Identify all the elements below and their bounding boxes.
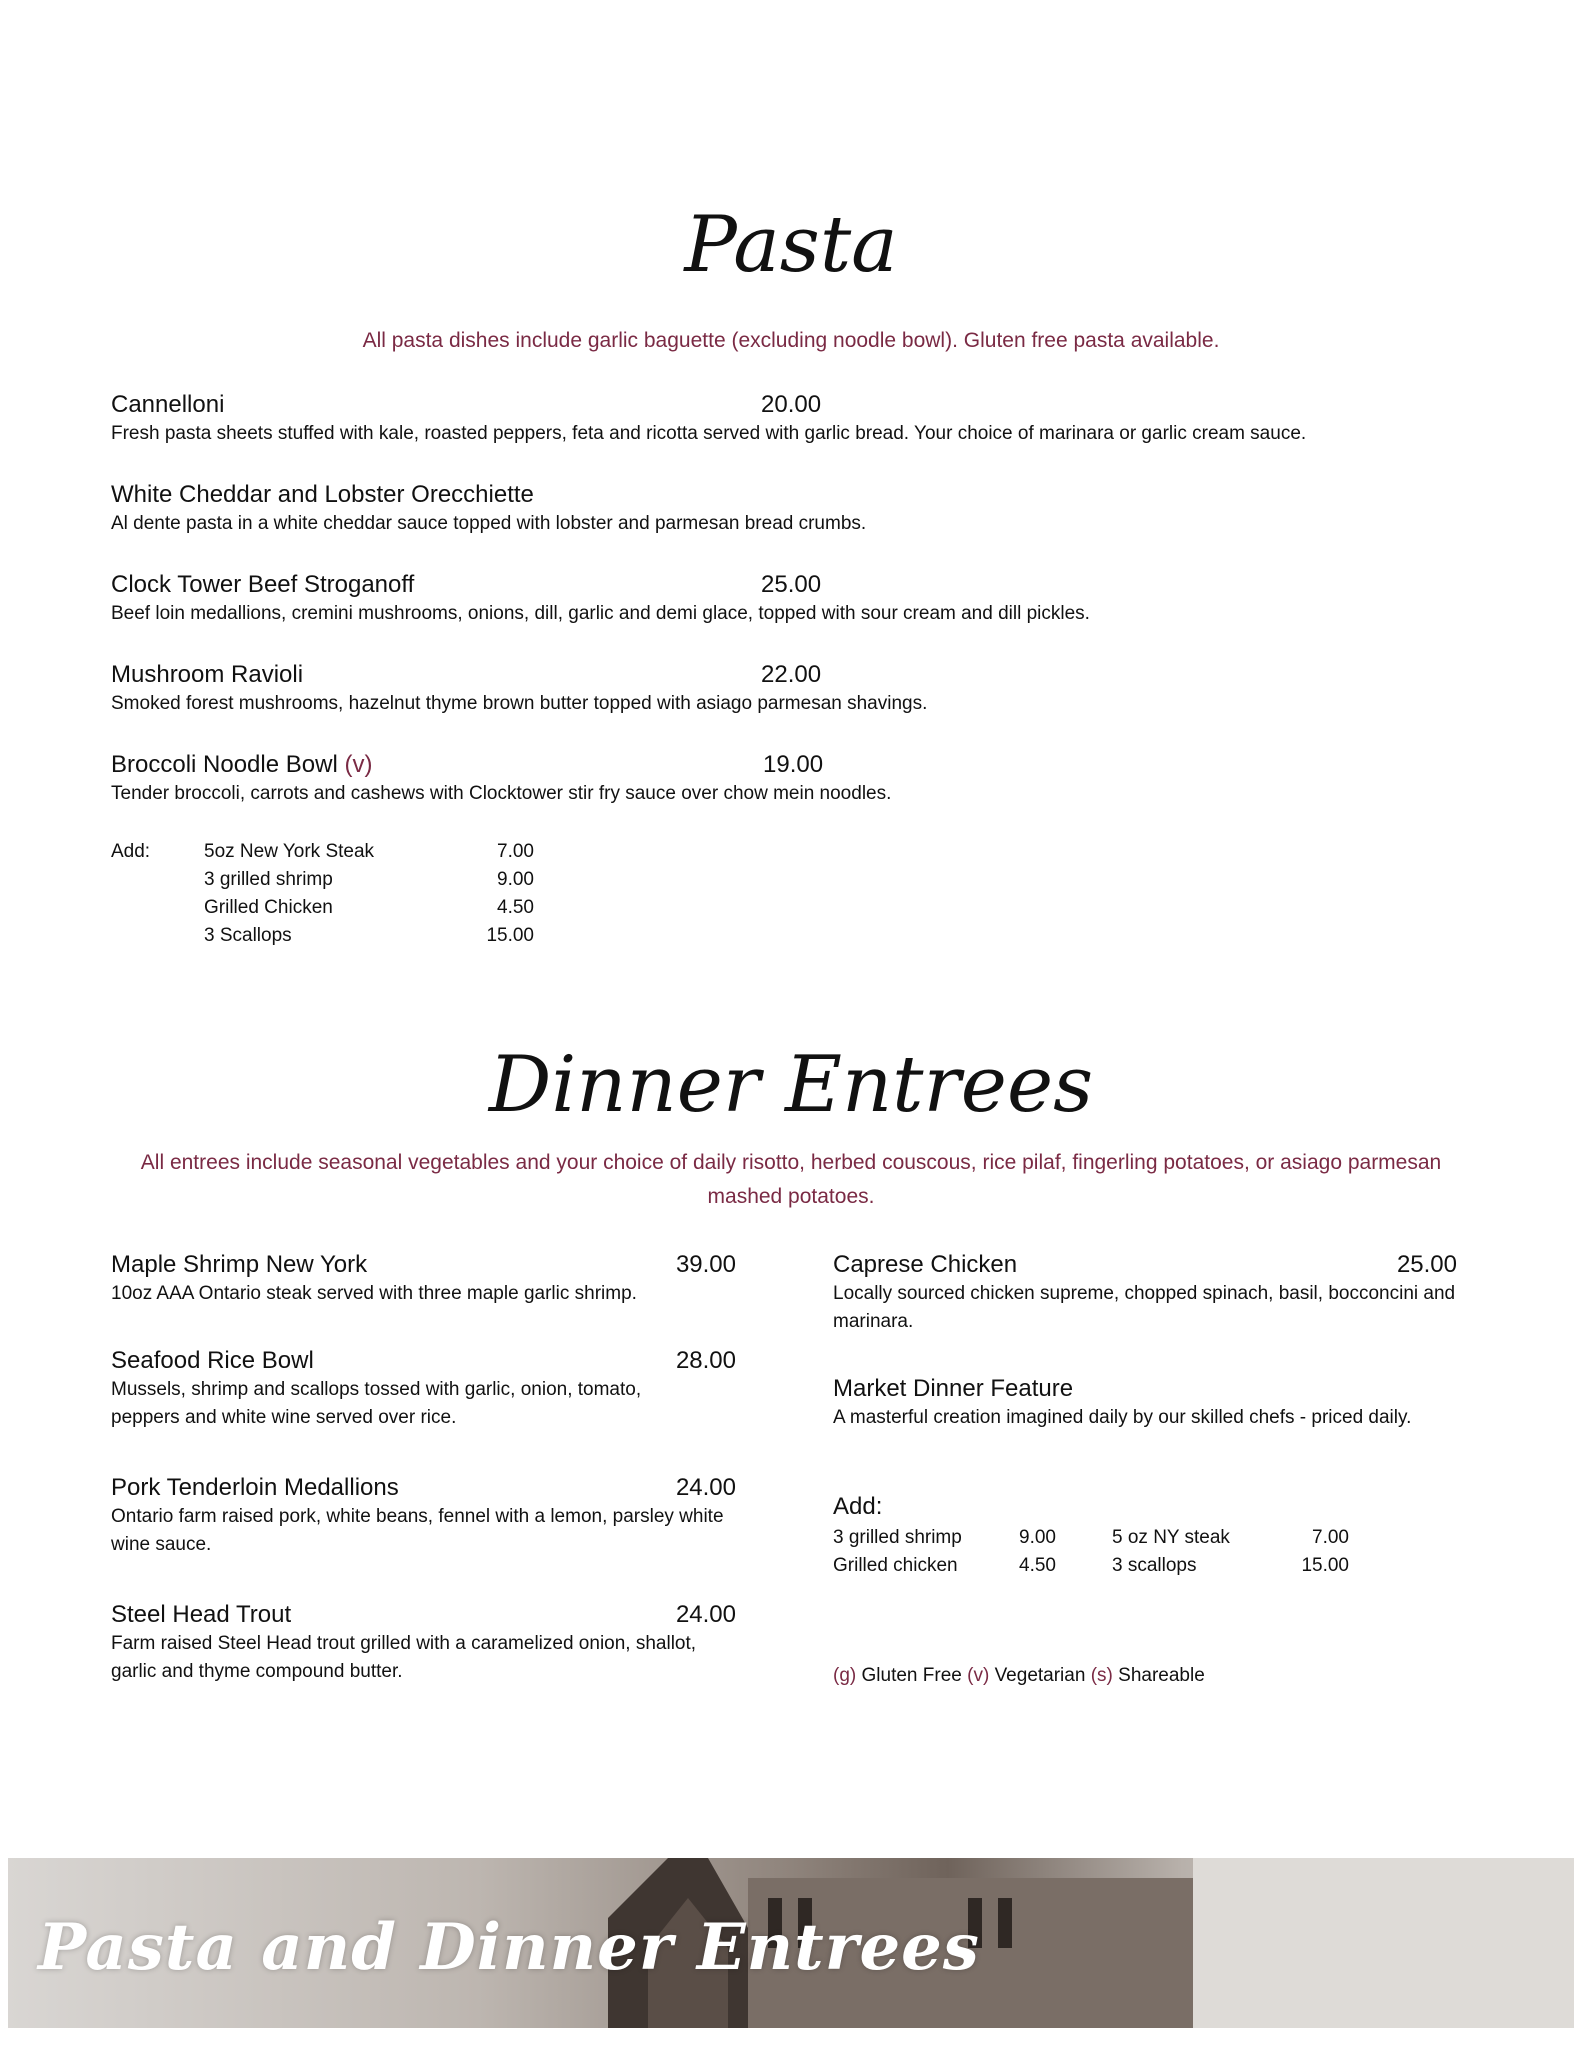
pasta-addon-name: 3 grilled shrimp: [204, 869, 333, 890]
pasta-addon-name: Grilled Chicken: [204, 897, 333, 918]
item-price: 39.00: [675, 1251, 736, 1278]
item-desc: Beef loin medallions, cremini mushrooms, onions, dill, garlic and demi glace, topped with sour cream and dill pickles.: [111, 603, 1090, 624]
legend-g-text: Gluten Free: [861, 1665, 962, 1686]
dinner-note: All entrees include seasonal vegetables and your choice of daily risotto, herbed couscous, rice pilaf, fingerling potatoes, or asiago parmesan mashed potatoes.: [140, 1151, 1442, 1208]
item-desc: 10oz AAA Ontario steak served with three maple garlic shrimp.: [111, 1283, 637, 1304]
dinner-item-pork-tenderloin: [111, 1473, 736, 1559]
dinner-addon-name: 3 grilled shrimp: [833, 1527, 962, 1548]
item-desc: Farm raised Steel Head trout grilled with a caramelized onion, shallot, garlic and thyme compound butter.: [111, 1633, 697, 1682]
pasta-add-label: Add:: [111, 841, 151, 862]
pasta-item-ravioli: [111, 660, 1491, 718]
legend-s-tag: (s): [1090, 1665, 1113, 1686]
dinner-addon-name: Grilled chicken: [833, 1555, 958, 1576]
pasta-title: Pasta: [684, 200, 898, 290]
dinner-item-steel-head-trout: [111, 1600, 736, 1686]
dinner-item-caprese-chicken: [833, 1250, 1457, 1336]
pasta-item-orecchiette: [111, 480, 1491, 538]
legend-s-text: Shareable: [1118, 1665, 1205, 1686]
item-price: 24.00: [675, 1474, 736, 1501]
item-price: 19.00: [763, 751, 824, 778]
pasta-item-noodle-bowl: [111, 750, 1491, 808]
legend-v-text: Vegetarian: [994, 1665, 1086, 1686]
item-desc: A masterful creation imagined daily by our skilled chefs - priced daily.: [833, 1407, 1412, 1428]
banner-title: Pasta and Dinner Entrees: [38, 1910, 980, 1985]
legend-g-tag: (g): [833, 1665, 857, 1686]
item-name: Caprese Chicken: [833, 1251, 1018, 1278]
vegetarian-tag: (v): [344, 751, 373, 778]
item-desc: Mussels, shrimp and scallops tossed with garlic, onion, tomato, peppers and white wine served over rice.: [111, 1379, 642, 1428]
pasta-addon-name: 3 Scallops: [204, 925, 292, 946]
item-name: Mushroom Ravioli: [111, 661, 304, 688]
item-name: Cannelloni: [111, 391, 225, 418]
item-name: Market Dinner Feature: [833, 1375, 1074, 1402]
item-price: 25.00: [761, 571, 822, 598]
item-price: 25.00: [1396, 1251, 1457, 1278]
dinner-title: Dinner Entrees: [488, 1040, 1094, 1130]
item-desc: Fresh pasta sheets stuffed with kale, roasted peppers, feta and ricotta served with garlic bread. Your choice of marinara or garlic cream sauce.: [111, 423, 1307, 444]
dinner-item-maple-shrimp: [111, 1250, 736, 1308]
dinner-addon-price: 4.50: [1019, 1555, 1056, 1576]
dinner-addon-price: 7.00: [1312, 1527, 1349, 1548]
item-name: Seafood Rice Bowl: [111, 1347, 314, 1374]
dinner-addon-name: 5 oz NY steak: [1112, 1527, 1230, 1548]
dietary-legend: [833, 1662, 1205, 1690]
legend-v-tag: (v): [967, 1665, 990, 1686]
item-name: Steel Head Trout: [111, 1601, 292, 1628]
item-name: Clock Tower Beef Stroganoff: [111, 571, 415, 598]
item-name: Broccoli Noodle Bowl: [111, 751, 338, 778]
pasta-addon-price: 15.00: [486, 925, 534, 946]
pasta-item-stroganoff: [111, 570, 1491, 628]
item-name: White Cheddar and Lobster Orecchiette: [111, 481, 534, 508]
pasta-note: All pasta dishes include garlic baguette (excluding noodle bowl). Gluten free pasta available.: [362, 329, 1220, 352]
pasta-addon-price: 9.00: [497, 869, 534, 890]
item-desc: Ontario farm raised pork, white beans, fennel with a lemon, parsley white wine sauce.: [111, 1506, 724, 1555]
footer-banner-image: [8, 1858, 1574, 2028]
pasta-addon-price: 7.00: [497, 841, 534, 862]
dinner-addon-price: 9.00: [1019, 1527, 1056, 1548]
item-name: Maple Shrimp New York: [111, 1251, 368, 1278]
dinner-item-seafood-rice-bowl: [111, 1346, 736, 1432]
item-desc: Tender broccoli, carrots and cashews with Clocktower stir fry sauce over chow mein noodles.: [111, 783, 892, 804]
pasta-addon-name: 5oz New York Steak: [204, 841, 375, 862]
item-name: Pork Tenderloin Medallions: [111, 1474, 399, 1501]
pasta-item-cannelloni: [111, 390, 1491, 448]
pasta-addon-price: 4.50: [497, 897, 534, 918]
dinner-add-label: Add:: [833, 1493, 883, 1520]
item-desc: Smoked forest mushrooms, hazelnut thyme brown butter topped with asiago parmesan shavings.: [111, 693, 928, 714]
item-price: 28.00: [675, 1347, 736, 1374]
item-desc: Locally sourced chicken supreme, chopped spinach, basil, bocconcini and marinara.: [833, 1283, 1456, 1332]
dinner-item-market-feature: [833, 1374, 1457, 1432]
item-price: 20.00: [761, 391, 822, 418]
item-desc: Al dente pasta in a white cheddar sauce topped with lobster and parmesan bread crumbs.: [111, 513, 867, 534]
item-price: 22.00: [761, 661, 822, 688]
item-price: 24.00: [675, 1601, 736, 1628]
dinner-addon-name: 3 scallops: [1112, 1555, 1197, 1576]
dinner-addon-price: 15.00: [1301, 1555, 1349, 1576]
